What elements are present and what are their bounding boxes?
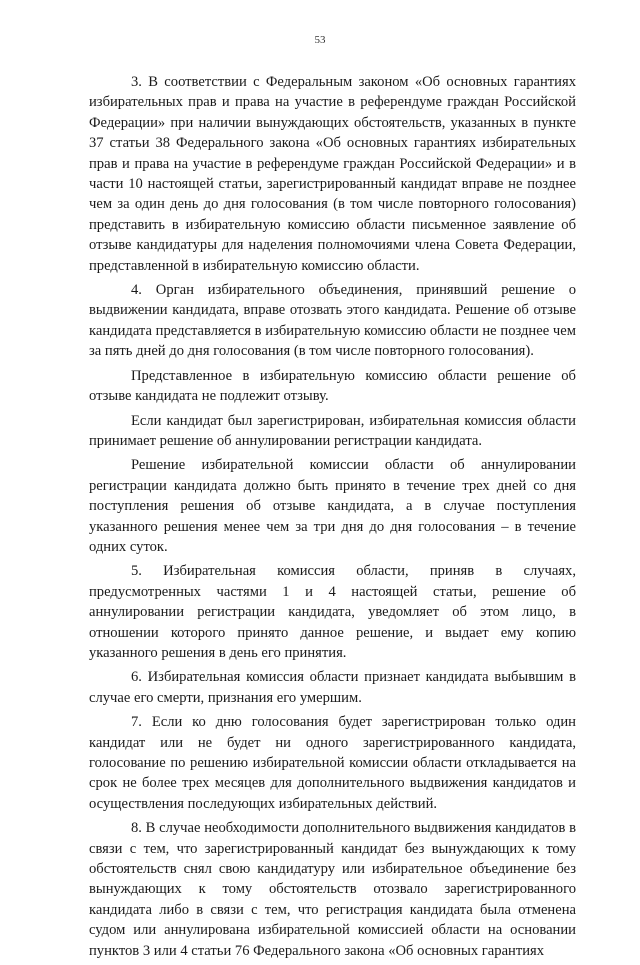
paragraph-3: 3. В соответствии с Федеральным законом «Об основных гарантиях избирательных прав и права на участие в референдуме граждан Российской Федерации» при наличии вынуждающих обстоятельств, указанных в пункте 37 статьи 38 Федерального закона «Об основных гарантиях избирательных прав и права на участие в референдуме граждан Российской Федерации» и в части 10 настоящей статьи, зарегистрированный кандидат вправе не позднее чем за один день до дня голосования (в том числе повторного голосования) представить в избирательную комиссию области письменное заявление об отзыве кандидатуры для наделения полномочиями члена Совета Федерации, представленной в избирательную комиссию области. (89, 74, 576, 274)
paragraph-7: 7. Если ко дню голосования будет зарегистрирован только один кандидат или не будет ни одного зарегистрированного кандидата, голосование по решению избирательной комиссии области откладывается на срок не более трех месяцев для дополнительного выдвижения кандидатов и осуществления последующих избирательных действий. (89, 714, 576, 812)
paragraph-5: 5. Избирательная комиссия области, приняв в случаях, предусмотренных частями 1 и 4 настоящей статьи, решение об аннулировании регистрации кандидата, уведомляет об этом лицо, в отношении которого принято данное решение, и выдает ему копию указанного решения в день его принятия. (89, 563, 576, 661)
paragraph-6: 6. Избирательная комиссия области признает кандидата выбывшим в случае его смерти, признания его умершим. (89, 669, 576, 706)
paragraph-4-no-revocation: Представленное в избирательную комиссию области решение об отзыве кандидата не подлежит отзыву. (89, 367, 576, 405)
document-body (89, 72, 576, 965)
page-number: 53 (314, 34, 326, 46)
paragraph-8: 8. В случае необходимости дополнительного выдвижения кандидатов в связи с тем, что зарегистрированный кандидат без вынуждающих к тому обстоятельств снял свою кандидатуру или избирательное объединение без вынуждающих к тому обстоятельств отозвало зарегистрированного кандидата либо в связи с тем, что регистрация кандидата была отменена судом или аннулирована избирательной комиссией области на основании пунктов 3 или 4 статьи 76 Федерального закона «Об основных гарантиях (89, 820, 576, 959)
paragraph-4-annulment-deadline: Решение избирательной комиссии области об аннулировании регистрации кандидата должно быть принято в течение трех дней со дня поступления решения об отзыве кандидата, а в случае поступления указанного решения менее чем за три дня до дня голосования – в течение одних суток. (89, 457, 576, 555)
paragraph-4: 4. Орган избирательного объединения, принявший решение о выдвижении кандидата, вправе отозвать этого кандидата. Решение об отзыве кандидата представляется в избирательную комиссию области не позднее чем за пять дней до дня голосования (в том числе повторного голосования). (89, 282, 576, 360)
paragraph-4-registered-candidate: Если кандидат был зарегистрирован, избирательная комиссия области принимает решение об аннулировании регистрации кандидата. (89, 412, 576, 449)
